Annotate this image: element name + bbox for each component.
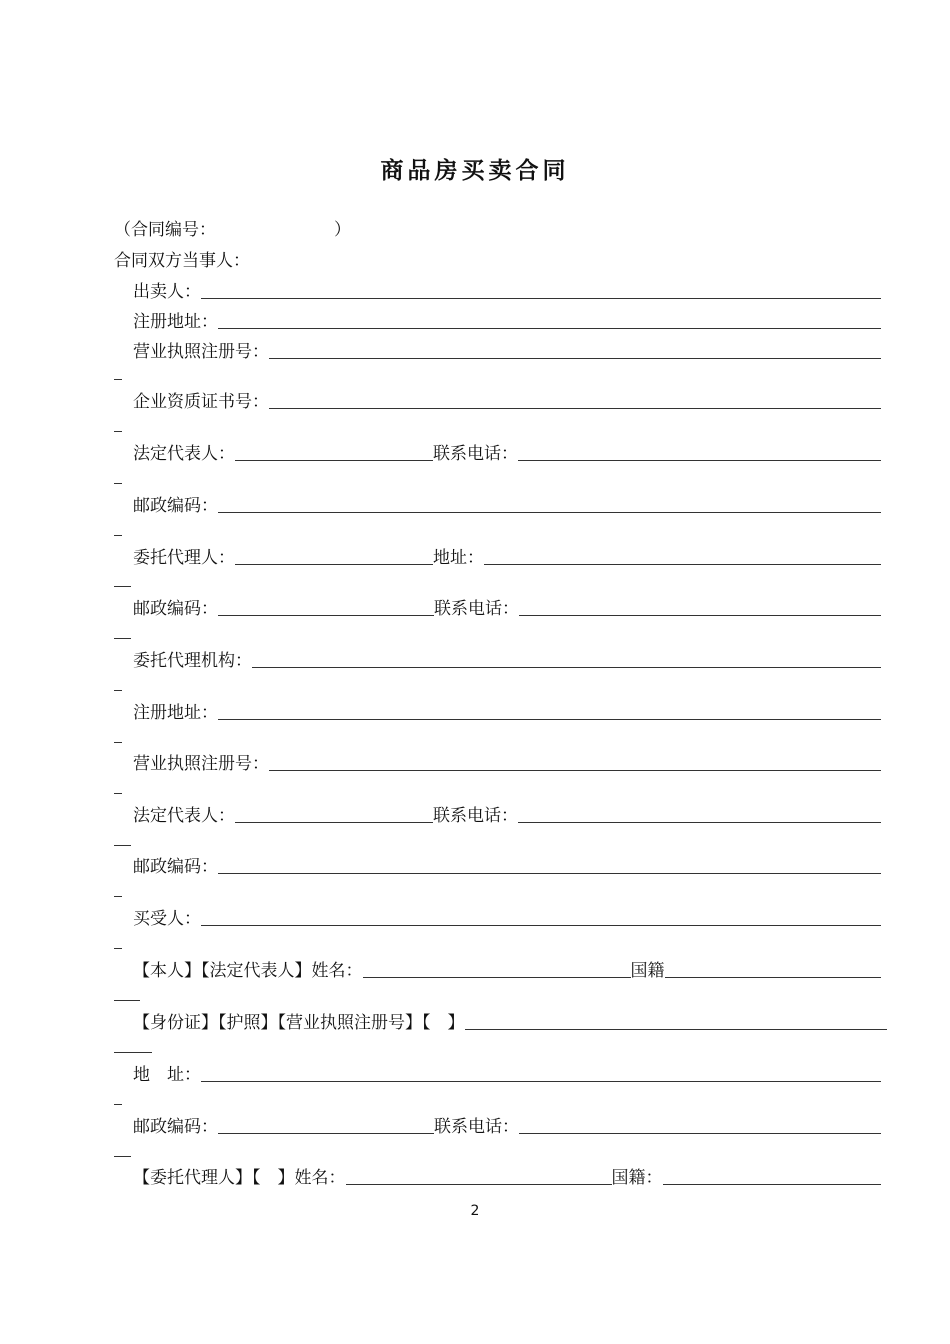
line-tail	[114, 431, 122, 432]
qualification-label: 企业资质证书号：	[133, 392, 269, 412]
buyer-person-line	[114, 959, 881, 983]
page-number: 2	[470, 1203, 480, 1219]
buyer-label: 买受人：	[133, 909, 201, 929]
agency-license-line	[114, 752, 881, 776]
nationality-label: 国籍	[630, 961, 665, 981]
person-name-field[interactable]	[363, 977, 631, 978]
agency-postcode-label: 邮政编码：	[133, 857, 218, 877]
postcode2-label: 邮政编码：	[133, 599, 218, 619]
buyer-field[interactable]	[201, 925, 881, 926]
agency-license-label: 营业执照注册号：	[133, 754, 269, 774]
line-tail	[114, 1104, 122, 1105]
address-label: 地址：	[433, 548, 484, 568]
buyer-address-line	[114, 1063, 881, 1087]
seller-legal-rep-line	[114, 442, 881, 466]
buyer-phone-field[interactable]	[519, 1133, 881, 1134]
line-tail	[114, 948, 122, 949]
buyer-line	[114, 907, 881, 931]
postcode-field[interactable]	[218, 512, 881, 513]
line-tail	[114, 483, 122, 484]
agency-legal-rep-line	[114, 804, 881, 828]
agency-reg-address-field[interactable]	[218, 719, 881, 720]
agency-reg-address-line	[114, 701, 881, 725]
nationality2-label: 国籍：	[611, 1168, 663, 1188]
postcode-label: 邮政编码：	[133, 496, 218, 516]
line-tail	[114, 638, 131, 639]
line-tail	[114, 1156, 131, 1157]
seller-field[interactable]	[201, 298, 881, 299]
nationality-field[interactable]	[665, 977, 882, 978]
line-tail	[114, 379, 122, 380]
license-label: 营业执照注册号：	[133, 342, 269, 362]
legal-rep-field[interactable]	[235, 460, 433, 461]
line-tail	[114, 1052, 152, 1053]
seller-label: 出卖人：	[133, 282, 201, 302]
agent-line	[114, 546, 881, 570]
agency-postcode-line	[114, 855, 881, 879]
buyer-phone-label: 联系电话：	[434, 1117, 519, 1137]
postcode2-field[interactable]	[218, 615, 434, 616]
contract-number-close: ）	[334, 220, 351, 240]
parties-heading: 合同双方当事人：	[114, 251, 250, 271]
reg-address-field[interactable]	[218, 328, 881, 329]
buyer-address-field[interactable]	[201, 1081, 881, 1082]
line-tail	[114, 793, 122, 794]
contract-number-line	[114, 218, 862, 242]
seller-line	[114, 280, 881, 304]
license-field[interactable]	[269, 358, 881, 359]
buyer-address-label: 地 址：	[133, 1065, 201, 1085]
line-tail	[114, 845, 131, 846]
agency-postcode-field[interactable]	[218, 873, 881, 874]
seller-qualification-line	[114, 390, 881, 414]
phone-field[interactable]	[518, 460, 881, 461]
seller-reg-address-line	[114, 310, 881, 334]
agency-phone-label: 联系电话：	[433, 806, 518, 826]
agency-reg-address-label: 注册地址：	[133, 703, 218, 723]
phone2-field[interactable]	[519, 615, 881, 616]
id-label: 【身份证】【护照】【营业执照注册号】【 】	[133, 1013, 465, 1033]
seller-postcode-line	[114, 494, 881, 518]
buyer-id-line	[114, 1011, 887, 1035]
reg-address-label: 注册地址：	[133, 312, 218, 332]
address-field[interactable]	[484, 564, 881, 565]
line-tail	[114, 586, 131, 587]
id-field[interactable]	[465, 1029, 888, 1030]
line-tail	[114, 742, 122, 743]
agency-field[interactable]	[252, 667, 881, 668]
parties-heading-line	[114, 249, 862, 273]
qualification-field[interactable]	[269, 408, 881, 409]
line-tail	[114, 1000, 140, 1001]
buyer-postcode-line	[114, 1115, 881, 1139]
buyer-agent-line	[114, 1166, 881, 1190]
seller-license-line	[114, 340, 881, 364]
phone2-label: 联系电话：	[434, 599, 519, 619]
line-tail	[114, 690, 122, 691]
nationality2-field[interactable]	[663, 1184, 882, 1185]
phone-label: 联系电话：	[433, 444, 518, 464]
agent-field[interactable]	[235, 564, 433, 565]
agency-license-field[interactable]	[269, 770, 881, 771]
agency-phone-field[interactable]	[518, 822, 881, 823]
agency-legal-rep-label: 法定代表人：	[133, 806, 235, 826]
line-tail	[114, 896, 122, 897]
page-title: 商品房买卖合同	[380, 157, 570, 184]
agency-line	[114, 649, 881, 673]
agent-label: 委托代理人：	[133, 548, 235, 568]
buyer-agent-name-field[interactable]	[346, 1184, 612, 1185]
buyer-postcode-label: 邮政编码：	[133, 1117, 218, 1137]
contract-number-label: （合同编号：	[114, 220, 216, 240]
agency-label: 委托代理机构：	[133, 651, 252, 671]
buyer-postcode-field[interactable]	[218, 1133, 434, 1134]
agency-legal-rep-field[interactable]	[235, 822, 433, 823]
line-tail	[114, 535, 122, 536]
agent-postcode-line	[114, 597, 881, 621]
person-label: 【本人】【法定代表人】姓名：	[133, 961, 363, 981]
legal-rep-label: 法定代表人：	[133, 444, 235, 464]
buyer-agent-label: 【委托代理人】【 】姓名：	[133, 1168, 346, 1188]
